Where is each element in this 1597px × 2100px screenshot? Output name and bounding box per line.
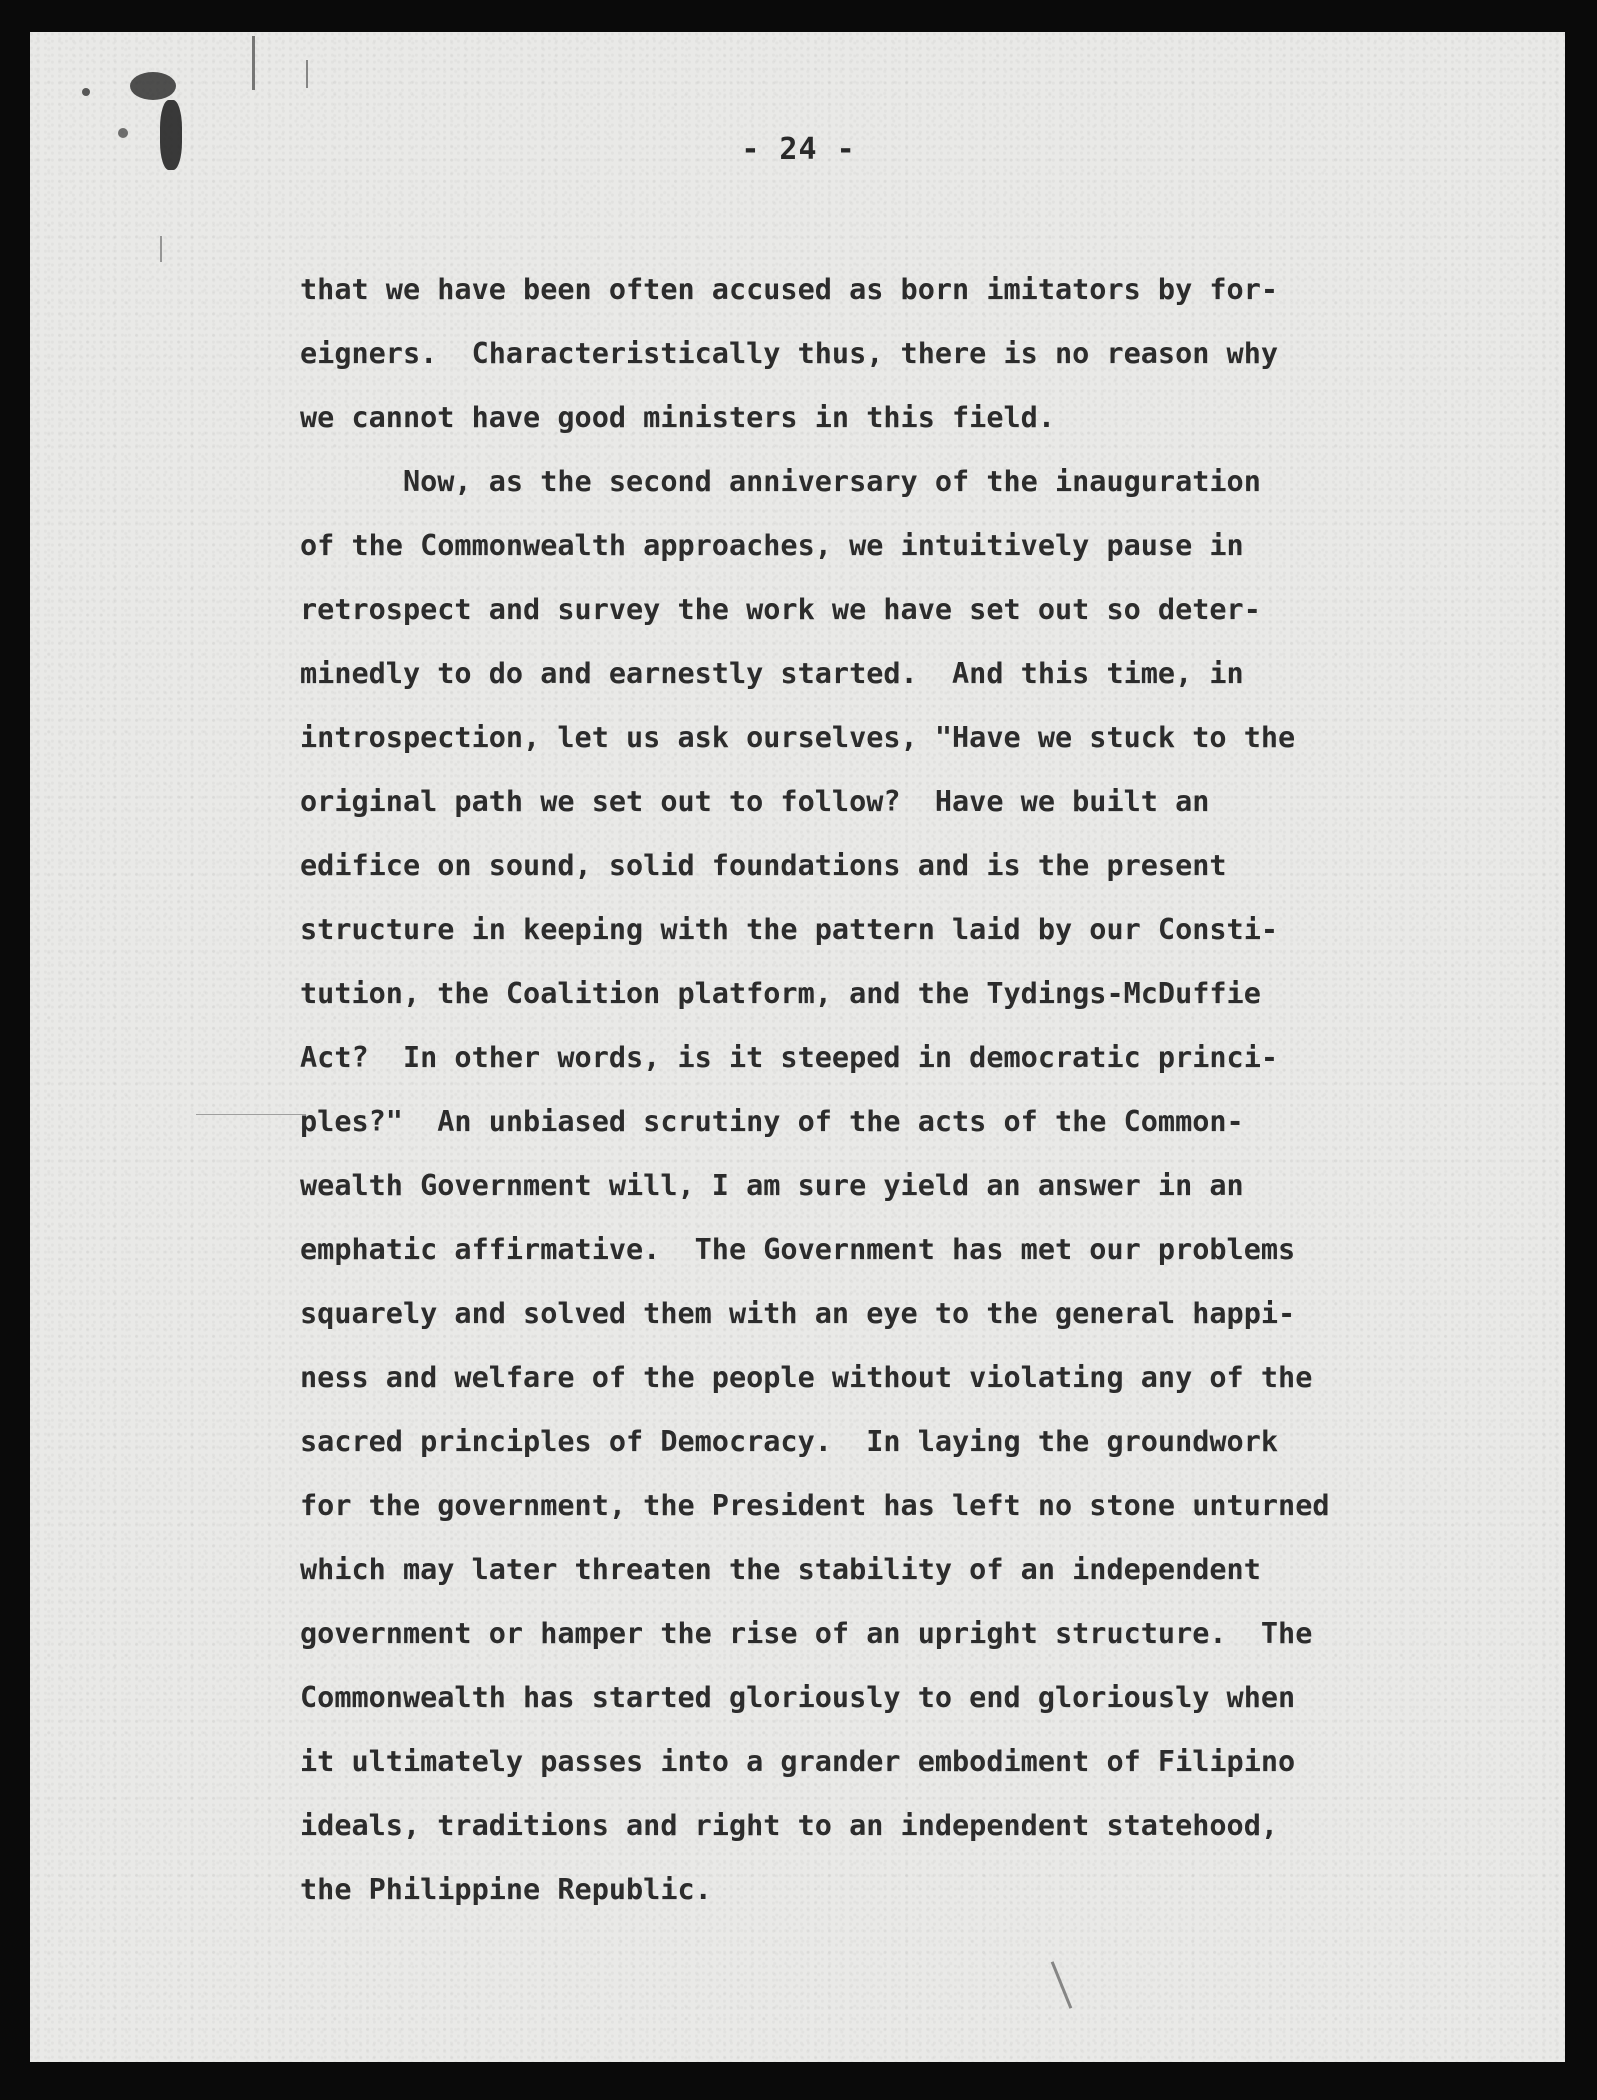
text-line: Commonwealth has started gloriously to end gloriously when <box>300 1681 1296 1714</box>
text-line: that we have been often accused as born imitators by for- <box>300 273 1279 306</box>
text-line: minedly to do and earnestly started. And this time, in <box>300 657 1244 690</box>
text-line: squarely and solved them with an eye to the general happi- <box>300 1297 1296 1330</box>
text-line: the Philippine Republic. <box>300 1873 712 1906</box>
text-line: sacred principles of Democracy. In laying the groundwork <box>300 1425 1279 1458</box>
text-line: ness and welfare of the people without violating any of the <box>300 1361 1313 1394</box>
ink-smudge <box>130 72 176 100</box>
text-line: original path we set out to follow? Have we built an <box>300 785 1210 818</box>
text-line: structure in keeping with the pattern laid by our Consti- <box>300 913 1279 946</box>
text-line: Now, as the second anniversary of the inauguration <box>300 465 1261 498</box>
body-text <box>300 258 1460 1922</box>
text-line: ples?" An unbiased scrutiny of the acts of the Common- <box>300 1105 1244 1138</box>
ink-smudge <box>82 88 90 96</box>
text-line: wealth Government will, I am sure yield an answer in an <box>300 1169 1244 1202</box>
text-line: government or hamper the rise of an upright structure. The <box>300 1617 1313 1650</box>
text-line: Act? In other words, is it steeped in democratic princi- <box>300 1041 1279 1074</box>
pencil-mark <box>252 36 255 90</box>
pencil-mark <box>196 1114 306 1115</box>
text-line: for the government, the President has left no stone unturned <box>300 1489 1330 1522</box>
pencil-mark <box>160 236 162 262</box>
pencil-mark <box>306 60 308 88</box>
text-line: we cannot have good ministers in this field. <box>300 401 1055 434</box>
text-line: retrospect and survey the work we have set out so deter- <box>300 593 1261 626</box>
text-line: ideals, traditions and right to an independent statehood, <box>300 1809 1279 1842</box>
text-line: introspection, let us ask ourselves, "Have we stuck to the <box>300 721 1296 754</box>
text-line: which may later threaten the stability of an independent <box>300 1553 1261 1586</box>
text-line: eigners. Characteristically thus, there is no reason why <box>300 337 1279 370</box>
text-line: tution, the Coalition platform, and the Tydings-McDuffie <box>300 977 1261 1010</box>
text-line: emphatic affirmative. The Government has met our problems <box>300 1233 1296 1266</box>
text-line: of the Commonwealth approaches, we intuitively pause in <box>300 529 1244 562</box>
page-number: - 24 - <box>741 132 856 167</box>
text-line: it ultimately passes into a grander embodiment of Filipino <box>300 1745 1296 1778</box>
text-line: edifice on sound, solid foundations and is the present <box>300 849 1227 882</box>
